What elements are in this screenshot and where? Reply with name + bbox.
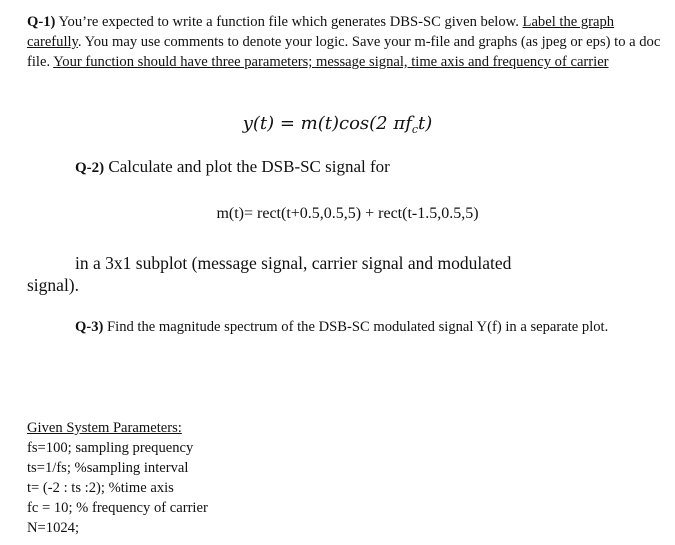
question-2: [75, 157, 390, 177]
question-1-underline-b: Your function should have three parameters; message signal, time axis and frequency of carrier: [53, 54, 609, 70]
parameter-line: ts=1/fs; %sampling interval: [27, 460, 189, 476]
parameters-heading: Given System Parameters:: [27, 420, 182, 436]
dsb-sc-equation: [0, 113, 675, 136]
parameter-line: t= (-2 : ts :2); %time axis: [27, 480, 174, 496]
subplot-instruction-line-2: signal).: [27, 275, 80, 295]
subplot-instruction-line-1: in a 3x1 subplot (message signal, carrier signal and modulated: [75, 253, 512, 273]
question-3-text: Find the magnitude spectrum of the DSB-SC modulated signal Y(f) in a separate plot.: [103, 319, 609, 335]
equation-right: t): [418, 113, 433, 134]
message-signal-formula: m(t)= rect(t+0.5,0.5,5) + rect(t-1.5,0.5,5): [216, 205, 479, 222]
system-parameters: [27, 418, 208, 538]
parameter-line: fs=100; sampling prequency: [27, 440, 194, 456]
parameter-line: N=1024;: [27, 520, 80, 536]
parameter-line: fc = 10; % frequency of carrier: [27, 500, 208, 516]
question-3: [75, 319, 608, 336]
question-1-underline-a: Label the graph carefully: [27, 14, 615, 50]
equation-subscript: c: [411, 123, 419, 136]
question-3-number: Q-3): [75, 319, 104, 335]
question-2-text: Calculate and plot the DSB-SC signal for: [104, 157, 390, 176]
question-1-text-a: You’re expected to write a function file which generates DBS-SC given below.: [55, 14, 523, 30]
question-1: [27, 12, 667, 72]
question-1-text-b: . You may use comments to denote your logic. Save your m-file and graphs (as jpeg or eps) to a doc file.: [27, 34, 661, 70]
question-1-number: Q-1): [27, 14, 56, 30]
question-2-number: Q-2): [75, 160, 105, 176]
equation-left: y(t) = m(t)cos(2 πf: [242, 113, 412, 134]
